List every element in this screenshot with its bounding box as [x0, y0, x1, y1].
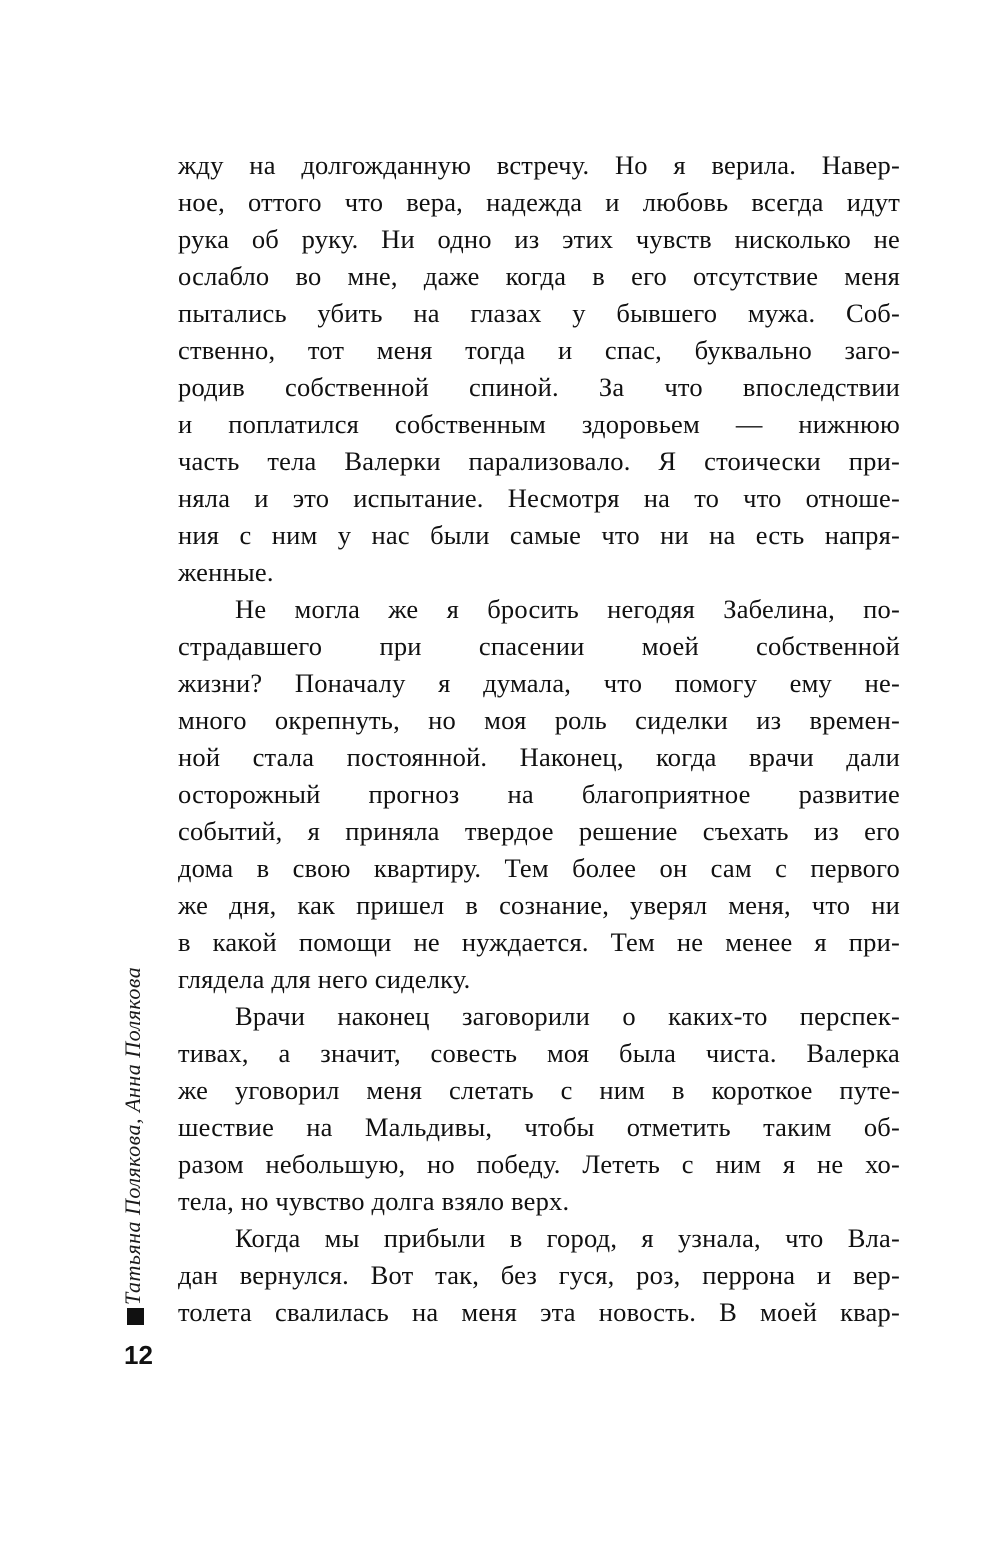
text-line: рука об руку. Ни одно из этих чувств нисколько не [178, 224, 900, 254]
text-line: пытались убить на глазах у бывшего мужа. Соб- [178, 298, 900, 328]
text-line: же дня, как пришел в сознание, уверял меня, что ни [178, 890, 900, 920]
text-block [178, 147, 900, 1331]
text-line: ное, оттого что вера, надежда и любовь всегда идут [178, 187, 900, 217]
text-line: жду на долгожданную встречу. Но я верила. Навер- [178, 150, 900, 180]
text-line: Когда мы прибыли в город, я узнала, что Вла- [235, 1223, 900, 1253]
text-line: дома в свою квартиру. Тем более он сам с первого [178, 853, 900, 883]
sidebar-author-name: Татьяна Полякова, Анна Полякова [120, 966, 145, 1305]
text-line: в какой помощи не нуждается. Тем не менее я при- [178, 927, 900, 957]
text-line: тивах, а значит, совесть моя была чиста. Валерка [178, 1038, 900, 1068]
text-line: шествие на Мальдивы, чтобы отметить таким об- [178, 1112, 900, 1142]
text-line: много окрепнуть, но моя роль сиделки из времен- [178, 705, 900, 735]
page-number: 12 [124, 1340, 153, 1370]
text-line: женные. [178, 557, 274, 587]
text-line: глядела для него сиделку. [178, 964, 471, 994]
section-square-marker [127, 1308, 144, 1325]
text-line: и поплатился собственным здоровьем — нижнюю [178, 409, 900, 439]
text-line: Не могла же я бросить негодяя Забелина, по- [235, 594, 900, 624]
text-line: родив собственной спиной. За что впоследствии [178, 372, 900, 402]
text-line: событий, я приняла твердое решение съехать из его [178, 816, 900, 846]
text-line: толета свалилась на меня эта новость. В моей квар- [178, 1297, 900, 1327]
text-line: ослабло во мне, даже когда в его отсутствие меня [178, 261, 900, 291]
text-line: жизни? Поначалу я думала, что помогу ему не- [178, 668, 900, 698]
text-line: тела, но чувство долга взяло верх. [178, 1186, 570, 1216]
text-line: Врачи наконец заговорили о каких-то перспек- [235, 1001, 900, 1031]
text-line: дан вернулся. Вот так, без гуся, роз, перрона и вер- [178, 1260, 900, 1290]
text-line: страдавшего при спасении моей собственной [178, 631, 900, 661]
text-line: разом небольшую, но победу. Лететь с ним я не хо- [178, 1149, 900, 1179]
text-line: няла и это испытание. Несмотря на то что отноше- [178, 483, 900, 513]
text-line: ной стала постоянной. Наконец, когда врачи дали [178, 742, 900, 772]
text-line: часть тела Валерки парализовало. Я стоически при- [178, 446, 900, 476]
text-line: ния с ним у нас были самые что ни на есть напря- [178, 520, 900, 550]
text-line: осторожный прогноз на благоприятное развитие [178, 779, 900, 809]
text-line: же уговорил меня слетать с ним в короткое путе- [178, 1075, 900, 1105]
text-line: ственно, тот меня тогда и спас, буквально заго- [178, 335, 900, 365]
